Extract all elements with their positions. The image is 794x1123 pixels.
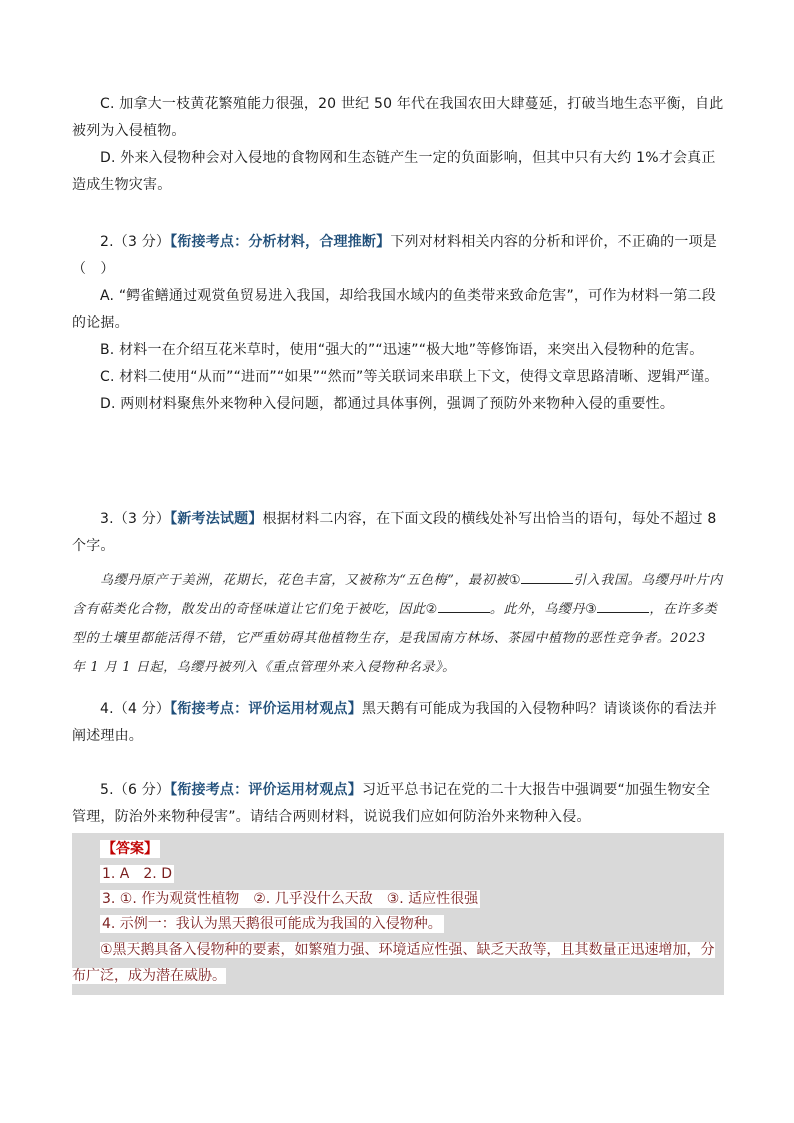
question-2 [72, 229, 724, 418]
answer-line-3 [72, 912, 724, 937]
question-5-number: 5.（6 分） [100, 782, 171, 798]
answer-1-2: 1. A 2. D [102, 866, 172, 882]
question-4-text: 黑天鹅有可能成为我国的入侵物种吗？请谈谈你的看法并阐述理由。 [72, 701, 717, 744]
passage-part-4: ，在许多类型的土壤里都能活得不错，它严重妨碍其他植物生存，是我国南方林场、茶园中植物的恶性竞争者。2023 年 1 月 1 日起，乌缨丹被列入《重点管理外来入侵物种名录》。 [72, 602, 718, 675]
answer-heading-line [72, 837, 724, 862]
answer-section [72, 833, 724, 995]
option-d-prev: D. 外来入侵物种会对入侵地的食物网和生态链产生一定的负面影响，但其中只有大约 1%才会真正造成生物灾害。 [72, 150, 716, 193]
question-5-stem [72, 777, 724, 831]
answer-line-1 [72, 862, 724, 887]
question-2-option-d: D. 两则材料聚焦外来物种入侵问题，都通过具体事例，强调了预防外来物种入侵的重要性。 [100, 396, 675, 412]
question-3-number: 3.（3 分） [100, 511, 171, 527]
question-4-stem [72, 696, 724, 750]
answer-line-4 [72, 937, 724, 989]
blank-3-number: ③ [585, 602, 598, 617]
blank-2-number: ② [425, 602, 438, 617]
question-2-stem [72, 229, 724, 283]
answer-3: 3. ①. 作为观赏性植物 ②. 几乎没什么天敌 ③. 适应性很强 [102, 891, 479, 907]
answer-heading: 【答案】 [102, 841, 158, 857]
question-4 [72, 696, 724, 750]
question-3-passage [72, 566, 724, 682]
blank-1-number: ① [508, 573, 522, 588]
option-c-prev: C. 加拿大一枝黄花繁殖能力很强，20 世纪 50 年代在我国农田大肆蔓延，打破当地生态平衡，自此被列为入侵植物。 [72, 96, 724, 139]
question-3-tag: 【新考法试题】 [170, 511, 263, 527]
prev-options [72, 91, 724, 199]
answer-4-reason: ①黑天鹅具备入侵物种的要素，如繁殖力强、环境适应性强、缺乏天敌等，且其数量正迅速增加，分布广泛，成为潜在威胁。 [72, 942, 715, 984]
question-4-number: 4.（4 分） [100, 701, 171, 717]
question-3 [72, 506, 724, 682]
question-2-option-c: C. 材料二使用“从而”“进而”“如果”“然而”等关联词来串联上下文，使得文章思路清晰、逻辑严谨。 [100, 369, 719, 385]
answer-line-2 [72, 887, 724, 912]
question-2-option-b: B. 材料一在介绍互花米草时，使用“强大的”“迅速”“极大地”等修饰语，来突出入侵物种的危害。 [100, 342, 704, 358]
passage-part-1: 乌缨丹原产于美洲，花期长，花色丰富，又被称为“五色梅”，最初被 [100, 573, 509, 588]
blank-2[interactable] [438, 598, 490, 613]
question-2-tag: 【衔接考点：分析材料，合理推断】 [170, 234, 391, 250]
answer-4-intro: 4. 示例一：我认为黑天鹅很可能成为我国的入侵物种。 [102, 916, 442, 932]
question-3-stem [72, 506, 724, 560]
question-2-option-a: A. “鳄雀鳝通过观赏鱼贸易进入我国，却给我国水域内的鱼类带来致命危害”，可作为材料一第二段的论据。 [72, 288, 716, 331]
passage-part-3: 。此外，乌缨丹 [489, 602, 586, 617]
question-5-text: 习近平总书记在党的二十大报告中强调要“加强生物安全管理，防治外来物种侵害”。请结合两则材料，说说我们应如何防治外来物种入侵。 [72, 782, 711, 825]
question-5-tag: 【衔接考点：评价运用材观点】 [170, 782, 362, 798]
question-3-text: 根据材料二内容，在下面文段的横线处补写出恰当的语句，每处不超过 8 个字。 [72, 511, 717, 554]
question-2-number: 2.（3 分） [100, 234, 171, 250]
question-5 [72, 777, 724, 831]
question-2-text: 下列对材料相关内容的分析和评价，不正确的一项是（ ） [72, 234, 717, 277]
blank-1[interactable] [521, 569, 573, 584]
question-4-tag: 【衔接考点：评价运用材观点】 [170, 701, 362, 717]
passage-part-2: 引入我国。乌缨丹叶片内含有萜类化合物，散发出的奇怪味道让它们免于被吃，因此 [72, 573, 723, 617]
blank-3[interactable] [597, 598, 649, 613]
